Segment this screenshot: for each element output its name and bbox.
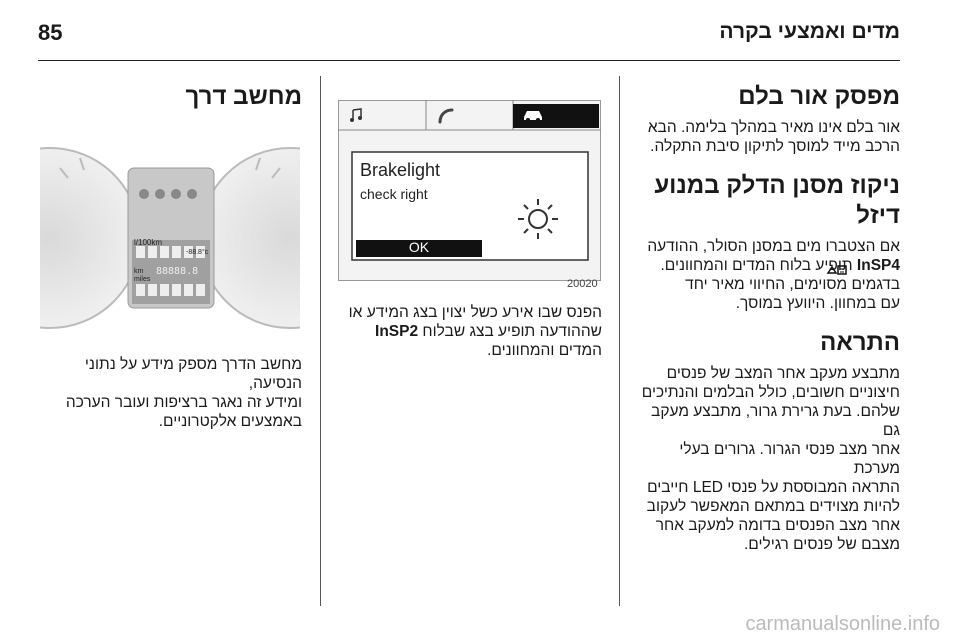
page-header	[38, 18, 900, 62]
paragraph-text: עם במחוון. היוועץ במוסך.	[735, 295, 900, 312]
heading-warning: התראה	[820, 329, 900, 356]
instrument-cluster-figure	[40, 128, 300, 338]
paragraph-line: אחר מצב פנסי הגרור. גרורים בעלי מערכת	[679, 441, 900, 477]
display-subtitle: check right	[360, 186, 428, 202]
paragraph-line: להיות מצוידים במתאם המאפשר לעקוב	[646, 498, 900, 515]
left-column-text	[38, 355, 302, 431]
cluster-temperature: -88.8°c	[186, 249, 209, 256]
paragraph-line	[632, 294, 900, 313]
phone-icon	[437, 107, 455, 130]
paragraph-line: מצבם של פנסים רגילים.	[743, 536, 900, 553]
figure-number: 20020	[567, 278, 598, 290]
heading-diesel-filter: ניקוז מסנן הדלק במנוע דיזל	[654, 172, 900, 229]
paragraph-line: המדים והמחוונים.	[487, 342, 602, 359]
paragraph-line: ומידע זה נאגר ברציפות ועובר הערכה	[65, 394, 302, 411]
cluster-miles-unit: miles	[134, 276, 151, 283]
paragraph-line	[334, 322, 602, 341]
header-divider	[38, 60, 900, 61]
watermark: carmanualsonline.info	[745, 613, 940, 635]
code-insp2: InSP2	[375, 323, 419, 340]
paragraph-line: מתבצע מעקב אחר המצב של פנסים	[666, 365, 900, 382]
paragraph-line	[632, 275, 900, 294]
right-column	[632, 82, 900, 554]
paragraph-text: בדגמים מסוימים, החיווי מאיר יחד	[685, 276, 900, 293]
fuel-filter-icon	[826, 263, 850, 282]
paragraph-line	[632, 256, 900, 275]
paragraph-line: הפנס שבו אירע כשל יצוין בצג המידע או	[348, 304, 602, 321]
column-divider-left	[320, 76, 321, 606]
bulb-warning-icon	[513, 197, 563, 246]
heading-brake-light-switch: מפסק אור בלם	[738, 83, 900, 110]
paragraph-line: מחשב הדרך מספק מידע על נתוני הנסיעה,	[84, 356, 302, 392]
paragraph-text: שההודעה תופיע בצג שבלוח	[422, 323, 602, 340]
paragraph-line: אם הצטברו מים במסנן הסולר, ההודעה	[647, 238, 900, 255]
paragraph-line: חיצוניים חשובים, כולל הבלמים והנתיכים	[641, 384, 900, 401]
paragraph-line: התראה המבוססת על פנסי LED חייבים	[647, 479, 900, 496]
chapter-title: מדים ואמצעי בקרה	[719, 20, 900, 43]
page-number: 85	[38, 20, 63, 45]
display-ok-button: OK	[408, 239, 430, 255]
paragraph-line: אחר מצב הפנסים בדומה למעקב אחר	[655, 517, 900, 534]
cluster-odometer-digits: 88888.8	[156, 266, 199, 277]
column-divider-right	[619, 76, 620, 606]
music-note-icon	[348, 108, 364, 129]
left-column	[38, 82, 302, 112]
code-insp4: InSP4	[856, 257, 900, 274]
car-icon	[522, 107, 544, 128]
heading-trip-computer: מחשב דרך	[185, 83, 302, 110]
cluster-km-unit: km	[134, 268, 144, 275]
paragraph-line: שלהם. בעת גרירת גרור, מתבצע מעקב גם	[651, 403, 900, 439]
paragraph-line: אור בלם אינו מאיר במהלך בלימה. הבא	[647, 119, 900, 136]
paragraph-line: באמצעים אלקטרוניים.	[158, 413, 302, 430]
display-title: Brakelight	[360, 160, 441, 180]
paragraph-line: הרכב מייד למוסך לתיקון סיבת התקלה.	[650, 138, 900, 155]
cluster-consumption-unit: l/100km	[134, 238, 163, 247]
middle-column-text	[334, 303, 602, 360]
paragraph-text: תופיע בלוח המדים והמחוונים.	[660, 257, 853, 274]
